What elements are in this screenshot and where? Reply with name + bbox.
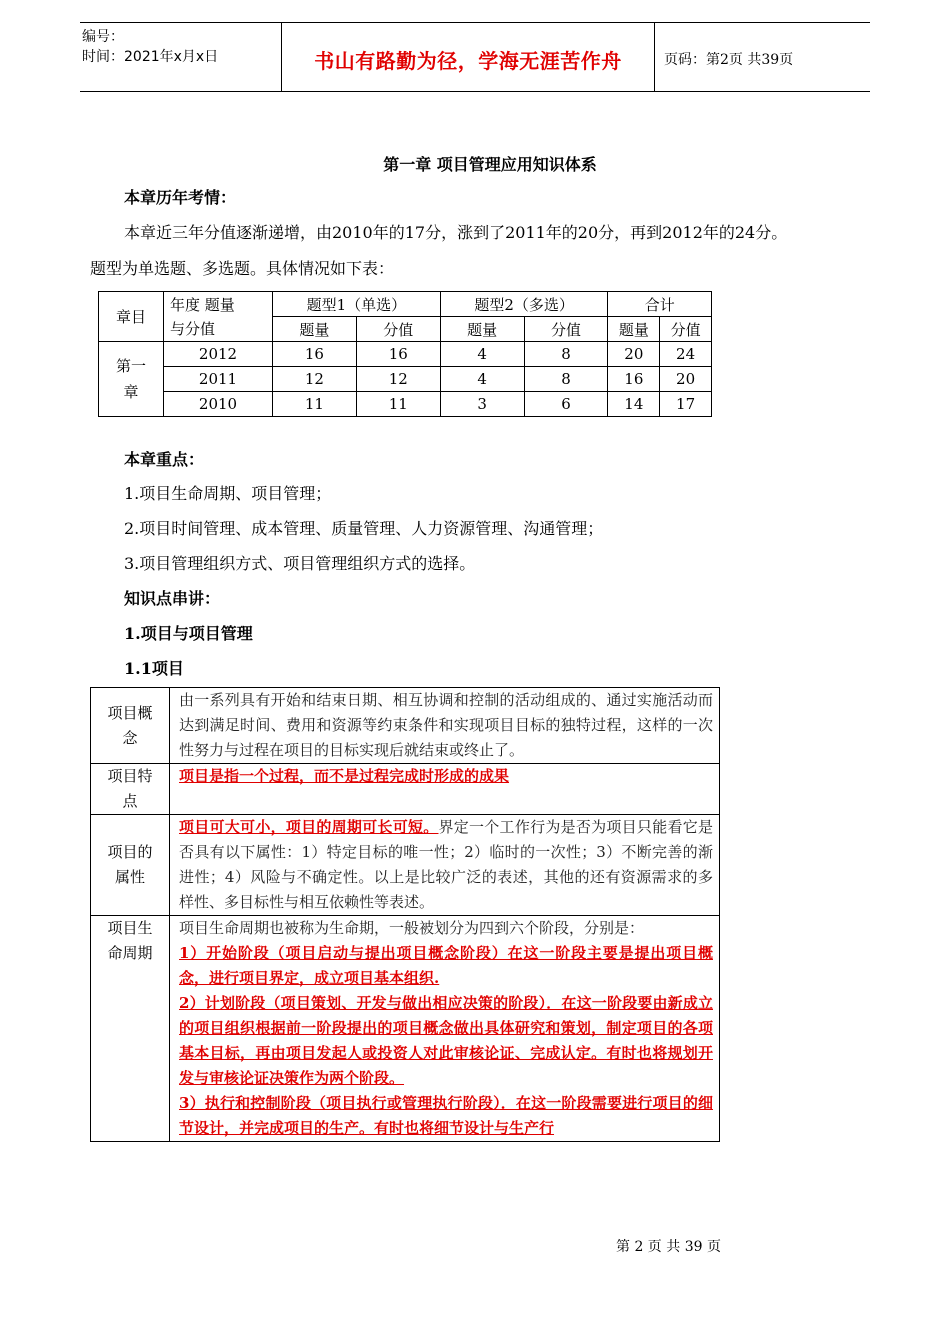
table-row	[91, 688, 720, 764]
table-subheader: 题量	[608, 317, 660, 342]
header-page-info: 页码：第2页 共39页	[664, 52, 794, 68]
row-label-lifecycle: 项目生 命周期	[91, 916, 170, 1142]
row-content-lifecycle: 项目生命周期也被称为生命期，一般被划分为四到六个阶段，分别是： 1）开始阶段（项目启动与提出项目概念阶段）在这一阶段主要是提出项目概念，进行项目界定，成立项目基本组织. 2）计划阶段（项目策划、开发与做出相应决策的阶段）．在这一阶段要由新成立的项目组织根据前一阶段提出的项目概念做出具体研究和策划，制定项目的各项基本目标，再由项目发起人或投资人对此审核论证、完成认定。有时也将规划开发与审核论证决策作为两个阶段。 3）执行和控制阶段（项目执行或管理执行阶段）．在这一阶段需要进行项目的细节设计，并完成项目的生产。有时也将细节设计与生产行	[170, 916, 720, 1142]
key-point-item: 1.项目生命周期、项目管理；	[124, 484, 332, 503]
concept-table	[90, 687, 720, 1142]
score-table	[98, 291, 712, 417]
table-row	[99, 367, 712, 392]
table-cell-year: 2011	[164, 367, 273, 392]
table-subheader: 分值	[524, 317, 608, 342]
table-cell: 20	[608, 342, 660, 367]
key-point-item: 3.项目管理组织方式、项目管理组织方式的选择。	[124, 554, 476, 573]
key-point-item: 2.项目时间管理、成本管理、质量管理、人力资源管理、沟通管理；	[124, 519, 604, 538]
table-cell: 6	[524, 392, 608, 417]
chapter-title: 第一章 项目管理应用知识体系	[383, 155, 597, 174]
section-heading: 1.项目与项目管理	[124, 624, 253, 643]
table-cell: 14	[608, 392, 660, 417]
table-cell: 4	[440, 367, 524, 392]
header-time: 时间：2021年x月x日	[82, 49, 219, 65]
table-cell: 11	[273, 392, 357, 417]
table-cell: 3	[440, 392, 524, 417]
table-cell: 12	[273, 367, 357, 392]
table-row	[91, 764, 720, 815]
header-motto: 书山有路勤为径，学海无涯苦作舟	[314, 49, 622, 73]
table-cell: 16	[608, 367, 660, 392]
row-content-concept: 由一系列具有开始和结束日期、相互协调和控制的活动组成的、通过实施活动而达到满足时间、费用和资源等约束条件和实现项目目标的独特过程，这样的一次性努力与过程在项目的目标实现后就结束或终止了。	[170, 688, 720, 764]
row-content-features: 项目是指一个过程，而不是过程完成时形成的成果	[170, 764, 720, 815]
table-cell: 20	[660, 367, 712, 392]
table-subheader: 分值	[660, 317, 712, 342]
table-cell-year: 2012	[164, 342, 273, 367]
exam-heading: 本章历年考情：	[124, 188, 237, 207]
exam-paragraph-line2: 题型为单选题、多选题。具体情况如下表：	[90, 259, 395, 278]
table-cell: 8	[524, 342, 608, 367]
table-cell: 24	[660, 342, 712, 367]
table-cell-year: 2010	[164, 392, 273, 417]
key-points-heading: 本章重点：	[124, 450, 205, 469]
table-row	[99, 392, 712, 417]
header-number: 编号：	[82, 29, 124, 45]
knowledge-heading: 知识点串讲：	[124, 589, 221, 608]
table-cell: 16	[273, 342, 357, 367]
table-row	[99, 342, 712, 367]
table-cell: 8	[524, 367, 608, 392]
table-subheader: 分值	[356, 317, 440, 342]
table-cell: 12	[356, 367, 440, 392]
table-cell: 11	[356, 392, 440, 417]
table-cell: 16	[356, 342, 440, 367]
table-header-type1: 题型1（单选）	[273, 292, 441, 317]
table-row	[91, 916, 720, 1142]
table-cell: 17	[660, 392, 712, 417]
table-header-type2: 题型2（多选）	[440, 292, 608, 317]
page-footer: 第 2 页 共 39 页	[616, 1239, 721, 1255]
page-header	[80, 22, 870, 92]
table-header-year: 年度 题量 与分值	[164, 292, 273, 342]
table-subheader: 题量	[273, 317, 357, 342]
table-subheader: 题量	[440, 317, 524, 342]
header-meta	[82, 27, 282, 67]
header-divider	[654, 23, 655, 91]
table-cell: 4	[440, 342, 524, 367]
table-header-chapter: 章目	[99, 292, 164, 342]
row-label-concept: 项目概 念	[91, 688, 170, 764]
table-row	[91, 815, 720, 916]
row-content-attributes: 项目可大可小，项目的周期可长可短。界定一个工作行为是否为项目只能看它是否具有以下属性：1）特定目标的唯一性；2）临时的一次性；3）不断完善的渐进性；4）风险与不确定性。以上是比较广泛的表述，其他的还有资源需求的多样性、多目标性与相互依赖性等表述。	[170, 815, 720, 916]
row-label-attributes: 项目的 属性	[91, 815, 170, 916]
table-header-total: 合计	[608, 292, 712, 317]
exam-paragraph-line1: 本章近三年分值逐渐递增，由2010年的17分，涨到了2011年的20分，再到2012年的24分。	[124, 223, 788, 242]
table-chapter-name: 第一 章	[99, 342, 164, 417]
row-label-features: 项目特 点	[91, 764, 170, 815]
subsection-heading: 1.1项目	[124, 659, 184, 678]
